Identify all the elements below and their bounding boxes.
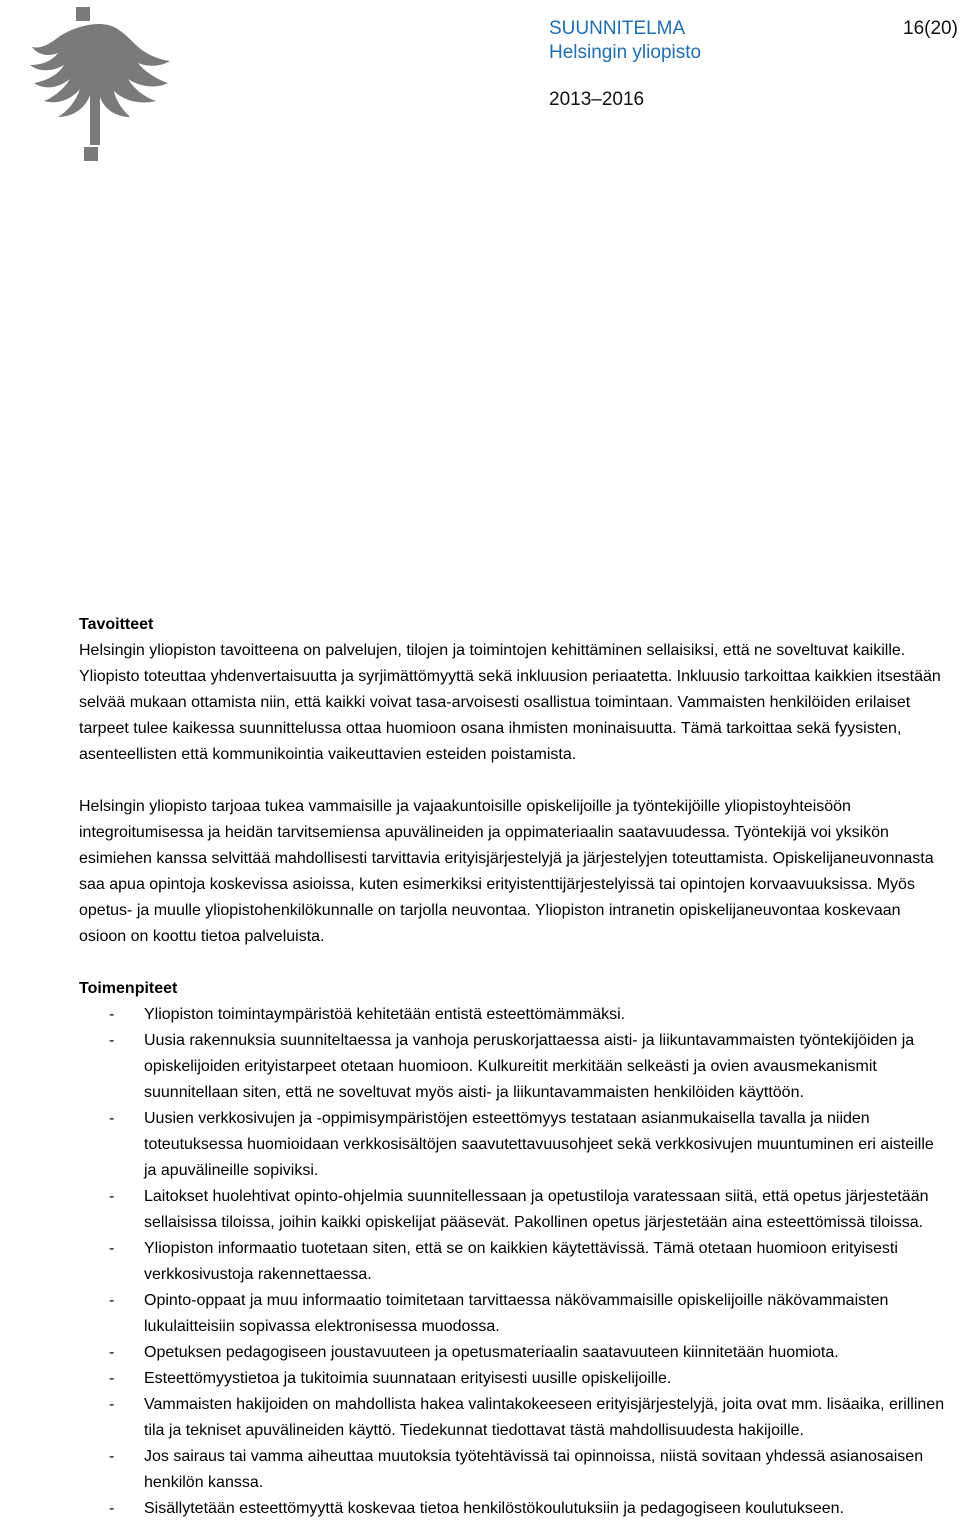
list-item-text: Jos sairaus tai vamma aiheuttaa muutoksia työtehtävissä tai opinnoissa, niistä sovitaan yhdessä asianosaisen henkilön kanssa. — [144, 1448, 924, 1491]
list-bullet: - — [109, 1006, 115, 1023]
paragraph-support: Helsingin yliopisto tarjoaa tukea vammaisille ja vajaakuntoisille opiskelijoille ja työntekijöille yliopistoyhteisöön integroitumisessa ja heidän tarvitsemiensa apuvälineiden ja oppimateriaalin saatavuudessa. Työntekijä voi yksikön esimiehen kanssa selvittää mahdollisesti tarvittavia erityisjärjestelyjä ja järjestelyjen toteuttamista. Opiskelijaneuvonnasta saa apua opintoja koskevissa asioissa, kuten esimerkiksi erityistenttijärjestelyissä tai opintojen korvaavuuksissa. Myös opetus- ja muulle yliopistohenkilökunnalle on tarjolla neuvontaa. Yliopiston intranetin opiskelijaneuvontaa koskevaan osioon on koottu tietoa palveluista. — [79, 798, 934, 945]
list-bullet: - — [109, 1292, 115, 1309]
page-number: 16(20) — [903, 18, 958, 39]
list-item — [79, 1392, 949, 1444]
list-item — [79, 1002, 949, 1028]
document-body — [79, 612, 949, 1522]
list-item — [79, 1106, 949, 1184]
list-item — [79, 1444, 949, 1496]
list-item-text: Laitokset huolehtivat opinto-ohjelmia suunnitellessaan ja opetustiloja varatessaan siitä, että opetus järjestetään sellaisissa tiloissa, joihin kaikki opiskelijat pääsevät. Pakollinen opetus järjestetään aina esteettömissä tiloissa. — [144, 1188, 929, 1231]
list-bullet: - — [109, 1344, 115, 1361]
list-item — [79, 1496, 949, 1522]
list-item — [79, 1288, 949, 1340]
list-bullet: - — [109, 1396, 115, 1413]
list-bullet: - — [109, 1500, 115, 1517]
list-bullet: - — [109, 1188, 115, 1205]
list-item-text: Esteettömyystietoa ja tukitoimia suunnataan erityisesti uusille opiskelijoille. — [144, 1370, 672, 1387]
list-bullet: - — [109, 1370, 115, 1387]
list-bullet: - — [109, 1448, 115, 1465]
list-item-text: Opetuksen pedagogiseen joustavuuteen ja opetusmateriaalin saatavuuteen kiinnitetään huomiota. — [144, 1344, 839, 1361]
section-heading-tavoitteet: Tavoitteet — [79, 616, 154, 633]
list-item — [79, 1184, 949, 1236]
plan-years: 2013–2016 — [549, 89, 645, 110]
list-item — [79, 1340, 949, 1366]
list-item-text: Opinto-oppaat ja muu informaatio toimitetaan tarvittaessa näkövammaisille opiskelijoille näkövammaisten lukulaitteisiin sopivassa elektronisessa muodossa. — [144, 1292, 889, 1335]
list-item — [79, 1236, 949, 1288]
list-bullet: - — [109, 1110, 115, 1127]
list-item — [79, 1028, 949, 1106]
list-bullet: - — [109, 1240, 115, 1257]
list-item-text: Uusien verkkosivujen ja -oppimisympäristöjen esteettömyys testataan asianmukaisella tavalla ja niiden toteutuksessa huomioidaan verkkosisältöjen saavutettavuusohjeet sekä verkkosivujen muuntuminen eri aisteille ja apuvälineille sopiviksi. — [144, 1110, 934, 1179]
list-bullet: - — [109, 1032, 115, 1049]
list-item-text: Sisällytetään esteettömyyttä koskevaa tietoa henkilöstökoulutuksiin ja pedagogiseen koulutukseen. — [144, 1500, 844, 1517]
list-item — [79, 1366, 949, 1392]
list-item-text: Yliopiston toimintaympäristöä kehitetään entistä esteettömämmäksi. — [144, 1006, 626, 1023]
list-item-text: Uusia rakennuksia suunniteltaessa ja vanhoja peruskorjattaessa aisti- ja liikuntavammaisten työntekijöiden ja opiskelijoiden erityistarpeet otetaan huomioon. Kulkureitit merkitään selkeästi ja ovien avausmekanismit suunnitellaan siten, että ne soveltuvat myös aisti- ja liikuntavammaisten henkilöiden käyttöön. — [144, 1032, 915, 1101]
list-item-text: Vammaisten hakijoiden on mahdollista hakea valintakokeeseen erityisjärjestelyjä, joita ovat mm. lisäaika, erillinen tila ja tekniset apuvälineiden käyttö. Tiedekunnat tiedottavat tästä mahdollisuudesta hakijoille. — [144, 1396, 945, 1439]
action-list — [79, 1002, 949, 1522]
section-heading-toimenpiteet: Toimenpiteet — [79, 980, 178, 997]
list-item-text: Yliopiston informaatio tuotetaan siten, että se on kaikkien käytettävissä. Tämä otetaan huomioon erityisesti verkkosivustoja rakennettaessa. — [144, 1240, 898, 1283]
paragraph-goals: Helsingin yliopiston tavoitteena on palvelujen, tilojen ja toimintojen kehittäminen sellaisiksi, että ne soveltuvat kaikille. Yliopisto toteuttaa yhdenvertaisuutta ja syrjimättömyyttä sekä inkluusion periaatetta. Inkluusio tarkoittaa kaikkien itsestään selvää mukaan ottamista niin, että kaikki voivat tasa-arvoisesti osallistua toimintaan. Vammaisten henkilöiden erilaiset tarpeet tulee kaikessa suunnittelussa ottaa huomioon osana ihmisten moninaisuutta. Tämä tarkoittaa sekä fyysisten, asenteellisten että kommunikointia vaikeuttavien esteiden poistamista. — [79, 642, 941, 763]
university-logo-icon — [18, 5, 173, 165]
organization-name: Helsingin yliopisto — [549, 42, 702, 63]
document-type: SUUNNITELMA — [549, 18, 686, 39]
